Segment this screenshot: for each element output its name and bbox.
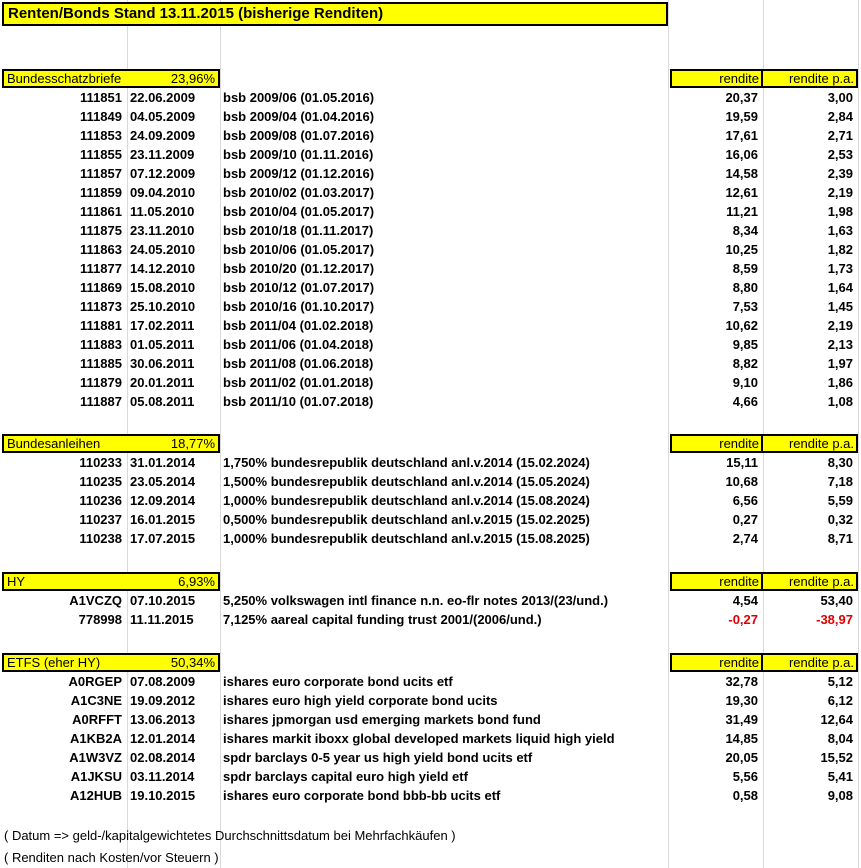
rendite-pa-cell[interactable]: 2,84 xyxy=(827,109,853,124)
purchase-date-cell[interactable]: 07.12.2009 xyxy=(130,166,196,181)
security-id-cell[interactable]: 111849 xyxy=(80,109,122,124)
rendite-pa-cell[interactable]: 0,32 xyxy=(827,512,853,527)
rendite-pa-cell[interactable]: 1,08 xyxy=(827,394,853,409)
rendite-pa-cell[interactable]: 1,64 xyxy=(827,280,853,295)
section-header-cell[interactable] xyxy=(2,572,220,591)
rendite-cell[interactable]: 2,74 xyxy=(732,531,758,546)
description-cell[interactable]: ishares markit iboxx global developed markets liquid high yield xyxy=(223,731,615,746)
rendite-pa-cell[interactable]: -38,97 xyxy=(816,612,853,627)
purchase-date-cell[interactable]: 11.11.2015 xyxy=(130,612,194,627)
table-row xyxy=(0,453,861,472)
security-id-cell[interactable]: 111883 xyxy=(80,337,122,352)
rendite-pa-cell[interactable]: 2,71 xyxy=(827,128,853,143)
section-name: ETFS (eher HY) xyxy=(7,655,101,670)
table-row xyxy=(0,691,861,710)
purchase-date-cell[interactable]: 01.05.2011 xyxy=(130,337,195,352)
section-header-cell[interactable] xyxy=(2,69,220,88)
purchase-date-cell[interactable]: 24.09.2009 xyxy=(130,128,196,143)
rendite-pa-cell[interactable]: 2,53 xyxy=(827,147,853,162)
security-id-cell[interactable]: 110237 xyxy=(79,512,122,527)
table-row xyxy=(0,259,861,278)
description-cell[interactable]: 1,000% bundesrepublik deutschland anl.v.2014 (15.08.2024) xyxy=(223,493,590,508)
rendite-cell[interactable]: 10,68 xyxy=(725,474,758,489)
rendite-pa-cell[interactable]: 5,59 xyxy=(827,493,853,508)
table-row xyxy=(0,164,861,183)
purchase-date-cell[interactable]: 16.01.2015 xyxy=(130,512,196,527)
rendite-pa-cell[interactable]: 7,18 xyxy=(827,474,853,489)
rendite-pa-cell[interactable]: 2,19 xyxy=(827,318,853,333)
rendite-cell[interactable]: 8,59 xyxy=(732,261,758,276)
section-header-row xyxy=(0,653,861,672)
purchase-date-cell[interactable]: 02.08.2014 xyxy=(130,750,196,765)
purchase-date-cell[interactable]: 03.11.2014 xyxy=(130,769,195,784)
section-percent: 23,96% xyxy=(170,71,215,86)
rendite-pa-header[interactable]: rendite p.a. xyxy=(763,572,858,591)
rendite-header[interactable]: rendite xyxy=(670,434,763,453)
rendite-pa-cell[interactable]: 6,12 xyxy=(827,693,853,708)
table-row xyxy=(0,373,861,392)
security-id-cell[interactable]: 110235 xyxy=(79,474,122,489)
description-cell[interactable]: bsb 2011/02 (01.01.2018) xyxy=(223,375,374,390)
rendite-cell[interactable]: 9,85 xyxy=(732,337,758,352)
table-row xyxy=(0,335,861,354)
rendite-cell[interactable]: 19,30 xyxy=(725,693,758,708)
rendite-pa-cell[interactable]: 1,73 xyxy=(827,261,853,276)
rendite-pa-cell[interactable]: 9,08 xyxy=(827,788,853,803)
rendite-cell[interactable]: 17,61 xyxy=(725,128,758,143)
purchase-date-cell[interactable]: 20.01.2011 xyxy=(130,375,195,390)
security-id-cell[interactable]: 111885 xyxy=(80,356,122,371)
purchase-date-cell[interactable]: 19.09.2012 xyxy=(130,693,196,708)
purchase-date-cell[interactable]: 07.10.2015 xyxy=(130,593,196,608)
security-id-cell[interactable]: 111887 xyxy=(80,394,122,409)
description-cell[interactable]: bsb 2009/04 (01.04.2016) xyxy=(223,109,375,124)
section-name: Bundesanleihen xyxy=(7,436,101,451)
footnote[interactable]: ( Datum => geld-/kapitalgewichtetes Durchschnittsdatum bei Mehrfachkäufen ) xyxy=(4,828,456,843)
purchase-date-cell[interactable]: 12.09.2014 xyxy=(130,493,196,508)
section-name: HY xyxy=(7,574,26,589)
table-row xyxy=(0,729,861,748)
footnote[interactable]: ( Renditen nach Kosten/vor Steuern ) xyxy=(4,850,219,865)
rendite-cell[interactable]: 14,58 xyxy=(725,166,758,181)
title-row xyxy=(0,2,861,26)
rendite-cell[interactable]: 10,62 xyxy=(725,318,758,333)
purchase-date-cell[interactable]: 05.08.2011 xyxy=(130,394,195,409)
table-row xyxy=(0,491,861,510)
description-cell[interactable]: 1,750% bundesrepublik deutschland anl.v.2014 (15.02.2024) xyxy=(223,455,590,470)
security-id-cell[interactable]: 110236 xyxy=(79,493,122,508)
security-id-cell[interactable]: A1C3NE xyxy=(70,693,122,708)
rendite-cell[interactable]: 5,56 xyxy=(732,769,758,784)
security-id-cell[interactable]: 111853 xyxy=(80,128,122,143)
description-cell[interactable]: ishares euro high yield corporate bond ucits xyxy=(223,693,498,708)
description-cell[interactable]: 5,250% volkswagen intl finance n.n. eo-flr notes 2013/(23/und.) xyxy=(223,593,609,608)
rendite-cell[interactable]: 8,34 xyxy=(732,223,758,238)
rendite-pa-cell[interactable]: 1,86 xyxy=(827,375,853,390)
purchase-date-cell[interactable]: 31.01.2014 xyxy=(130,455,196,470)
table-row xyxy=(0,354,861,373)
purchase-date-cell[interactable]: 23.05.2014 xyxy=(130,474,196,489)
rendite-cell[interactable]: 11,21 xyxy=(726,204,758,219)
table-row xyxy=(0,510,861,529)
section-header-cell[interactable] xyxy=(2,434,220,453)
security-id-cell[interactable]: A0RFFT xyxy=(72,712,122,727)
purchase-date-cell[interactable]: 12.01.2014 xyxy=(130,731,196,746)
description-cell[interactable]: 1,500% bundesrepublik deutschland anl.v.2014 (15.05.2024) xyxy=(223,474,590,489)
rendite-pa-cell[interactable]: 8,71 xyxy=(827,531,853,546)
security-id-cell[interactable]: A1VCZQ xyxy=(69,593,122,608)
table-row xyxy=(0,221,861,240)
rendite-cell[interactable]: 15,11 xyxy=(726,455,758,470)
rendite-pa-cell[interactable]: 2,19 xyxy=(827,185,853,200)
table-row xyxy=(0,297,861,316)
description-cell[interactable]: bsb 2011/04 (01.02.2018) xyxy=(223,318,374,333)
rendite-cell[interactable]: 6,56 xyxy=(732,493,758,508)
rendite-cell[interactable]: 19,59 xyxy=(725,109,758,124)
table-row xyxy=(0,316,861,335)
section-header-row xyxy=(0,69,861,88)
rendite-cell[interactable]: 32,78 xyxy=(725,674,758,689)
security-id-cell[interactable]: 111855 xyxy=(80,147,122,162)
rendite-cell[interactable]: -0,27 xyxy=(728,612,758,627)
description-cell[interactable]: bsb 2010/12 (01.07.2017) xyxy=(223,280,375,295)
description-cell[interactable]: spdr barclays 0-5 year us high yield bond ucits etf xyxy=(223,750,533,765)
rendite-pa-cell[interactable]: 5,12 xyxy=(827,674,853,689)
rendite-pa-cell[interactable]: 3,00 xyxy=(827,90,853,105)
rendite-pa-cell[interactable]: 15,52 xyxy=(820,750,853,765)
security-id-cell[interactable]: 111873 xyxy=(80,299,122,314)
purchase-date-cell[interactable]: 11.05.2010 xyxy=(130,204,195,219)
purchase-date-cell[interactable]: 14.12.2010 xyxy=(130,261,196,276)
rendite-pa-header[interactable]: rendite p.a. xyxy=(763,434,858,453)
description-cell[interactable]: bsb 2011/08 (01.06.2018) xyxy=(223,356,374,371)
section-percent: 50,34% xyxy=(170,655,215,670)
purchase-date-cell[interactable]: 07.08.2009 xyxy=(130,674,196,689)
rendite-cell[interactable]: 4,66 xyxy=(732,394,758,409)
purchase-date-cell[interactable]: 25.10.2010 xyxy=(130,299,196,314)
rendite-cell[interactable]: 9,10 xyxy=(732,375,758,390)
security-id-cell[interactable]: A1KB2A xyxy=(69,731,122,746)
table-row xyxy=(0,145,861,164)
security-id-cell[interactable]: 111869 xyxy=(80,280,122,295)
rendite-pa-cell[interactable]: 5,41 xyxy=(827,769,853,784)
description-cell[interactable]: bsb 2010/04 (01.05.2017) xyxy=(223,204,375,219)
security-id-cell[interactable]: A12HUB xyxy=(69,788,122,803)
section-percent: 6,93% xyxy=(178,574,215,589)
rendite-cell[interactable]: 10,25 xyxy=(725,242,758,257)
rendite-cell[interactable]: 14,85 xyxy=(725,731,758,746)
rendite-pa-cell[interactable]: 2,39 xyxy=(827,166,853,181)
table-row xyxy=(0,183,861,202)
description-cell[interactable]: bsb 2009/10 (01.11.2016) xyxy=(223,147,374,162)
rendite-pa-header[interactable]: rendite p.a. xyxy=(763,69,858,88)
description-cell[interactable]: ishares euro corporate bond bbb-bb ucits etf xyxy=(223,788,501,803)
table-row xyxy=(0,748,861,767)
security-id-cell[interactable]: A1JKSU xyxy=(70,769,122,784)
purchase-date-cell[interactable]: 17.07.2015 xyxy=(130,531,196,546)
table-row xyxy=(0,278,861,297)
security-id-cell[interactable]: 111877 xyxy=(80,261,122,276)
purchase-date-cell[interactable]: 13.06.2013 xyxy=(130,712,196,727)
purchase-date-cell[interactable]: 15.08.2010 xyxy=(130,280,196,295)
description-cell[interactable]: bsb 2010/18 (01.11.2017) xyxy=(223,223,374,238)
description-cell[interactable]: bsb 2010/02 (01.03.2017) xyxy=(223,185,375,200)
rendite-cell[interactable]: 20,37 xyxy=(725,90,758,105)
purchase-date-cell[interactable]: 24.05.2010 xyxy=(130,242,196,257)
table-row xyxy=(0,767,861,786)
rendite-pa-cell[interactable]: 1,45 xyxy=(827,299,853,314)
security-id-cell[interactable]: 778998 xyxy=(78,612,122,627)
security-id-cell[interactable]: A0RGEP xyxy=(68,674,122,689)
rendite-cell[interactable]: 8,82 xyxy=(732,356,758,371)
table-row xyxy=(0,107,861,126)
rendite-pa-header[interactable]: rendite p.a. xyxy=(763,653,858,672)
description-cell[interactable]: bsb 2011/10 (01.07.2018) xyxy=(223,394,374,409)
table-row xyxy=(0,240,861,259)
rendite-pa-cell[interactable]: 1,63 xyxy=(827,223,853,238)
description-cell[interactable]: ishares euro corporate bond ucits etf xyxy=(223,674,453,689)
security-id-cell[interactable]: 110238 xyxy=(79,531,122,546)
security-id-cell[interactable]: 111863 xyxy=(80,242,122,257)
sheet-title[interactable]: Renten/Bonds Stand 13.11.2015 (bisherige Renditen) xyxy=(2,2,668,26)
description-cell[interactable]: ishares jpmorgan usd emerging markets bond fund xyxy=(223,712,541,727)
rendite-cell[interactable]: 12,61 xyxy=(725,185,758,200)
security-id-cell[interactable]: 110233 xyxy=(79,455,122,470)
rendite-cell[interactable]: 0,27 xyxy=(732,512,758,527)
description-cell[interactable]: spdr barclays capital euro high yield etf xyxy=(223,769,468,784)
table-row xyxy=(0,610,861,629)
purchase-date-cell[interactable]: 30.06.2011 xyxy=(130,356,195,371)
security-id-cell[interactable]: 111851 xyxy=(80,90,122,105)
purchase-date-cell[interactable]: 22.06.2009 xyxy=(130,90,196,105)
description-cell[interactable]: bsb 2009/12 (01.12.2016) xyxy=(223,166,375,181)
section-header-row xyxy=(0,434,861,453)
purchase-date-cell[interactable]: 09.04.2010 xyxy=(130,185,196,200)
description-cell[interactable]: 1,000% bundesrepublik deutschland anl.v.2015 (15.08.2025) xyxy=(223,531,590,546)
table-row xyxy=(0,529,861,548)
description-cell[interactable]: 0,500% bundesrepublik deutschland anl.v.2015 (15.02.2025) xyxy=(223,512,590,527)
rendite-cell[interactable]: 8,80 xyxy=(732,280,758,295)
table-row xyxy=(0,126,861,145)
rendite-pa-cell[interactable]: 8,30 xyxy=(827,455,853,470)
section-name: Bundesschatzbriefe xyxy=(7,71,122,86)
rendite-pa-cell[interactable]: 8,04 xyxy=(827,731,853,746)
rendite-cell[interactable]: 31,49 xyxy=(725,712,758,727)
purchase-date-cell[interactable]: 23.11.2009 xyxy=(130,147,195,162)
section-header-cell[interactable] xyxy=(2,653,220,672)
rendite-cell[interactable]: 20,05 xyxy=(725,750,758,765)
table-row xyxy=(0,672,861,691)
description-cell[interactable]: bsb 2009/06 (01.05.2016) xyxy=(223,90,375,105)
rendite-cell[interactable]: 16,06 xyxy=(725,147,758,162)
purchase-date-cell[interactable]: 04.05.2009 xyxy=(130,109,196,124)
section-percent: 18,77% xyxy=(170,436,215,451)
table-row xyxy=(0,591,861,610)
table-row xyxy=(0,786,861,805)
rendite-cell[interactable]: 4,54 xyxy=(732,593,758,608)
rendite-header[interactable]: rendite xyxy=(670,653,763,672)
rendite-pa-cell[interactable]: 1,82 xyxy=(827,242,853,257)
rendite-header[interactable]: rendite xyxy=(670,572,763,591)
description-cell[interactable]: bsb 2009/08 (01.07.2016) xyxy=(223,128,375,143)
rendite-pa-cell[interactable]: 12,64 xyxy=(820,712,853,727)
rendite-pa-cell[interactable]: 2,13 xyxy=(827,337,853,352)
rendite-pa-cell[interactable]: 1,98 xyxy=(827,204,853,219)
rendite-cell[interactable]: 0,58 xyxy=(732,788,758,803)
rendite-header[interactable]: rendite xyxy=(670,69,763,88)
rendite-pa-cell[interactable]: 53,40 xyxy=(820,593,853,608)
rendite-pa-cell[interactable]: 1,97 xyxy=(827,356,853,371)
table-row xyxy=(0,88,861,107)
description-cell[interactable]: bsb 2011/06 (01.04.2018) xyxy=(223,337,374,352)
description-cell[interactable]: bsb 2010/20 (01.12.2017) xyxy=(223,261,375,276)
security-id-cell[interactable]: 111859 xyxy=(80,185,122,200)
security-id-cell[interactable]: 111857 xyxy=(80,166,122,181)
security-id-cell[interactable]: 111875 xyxy=(80,223,122,238)
table-row xyxy=(0,392,861,411)
description-cell[interactable]: 7,125% aareal capital funding trust 2001/(2006/und.) xyxy=(223,612,542,627)
rendite-cell[interactable]: 7,53 xyxy=(732,299,758,314)
purchase-date-cell[interactable]: 23.11.2010 xyxy=(130,223,195,238)
table-row xyxy=(0,710,861,729)
section-header-row xyxy=(0,572,861,591)
table-row xyxy=(0,202,861,221)
security-id-cell[interactable]: 111861 xyxy=(80,204,122,219)
purchase-date-cell[interactable]: 19.10.2015 xyxy=(130,788,196,803)
description-cell[interactable]: bsb 2010/16 (01.10.2017) xyxy=(223,299,375,314)
security-id-cell[interactable]: 111881 xyxy=(80,318,122,333)
description-cell[interactable]: bsb 2010/06 (01.05.2017) xyxy=(223,242,375,257)
security-id-cell[interactable]: 111879 xyxy=(80,375,122,390)
table-row xyxy=(0,472,861,491)
security-id-cell[interactable]: A1W3VZ xyxy=(69,750,122,765)
purchase-date-cell[interactable]: 17.02.2011 xyxy=(130,318,195,333)
